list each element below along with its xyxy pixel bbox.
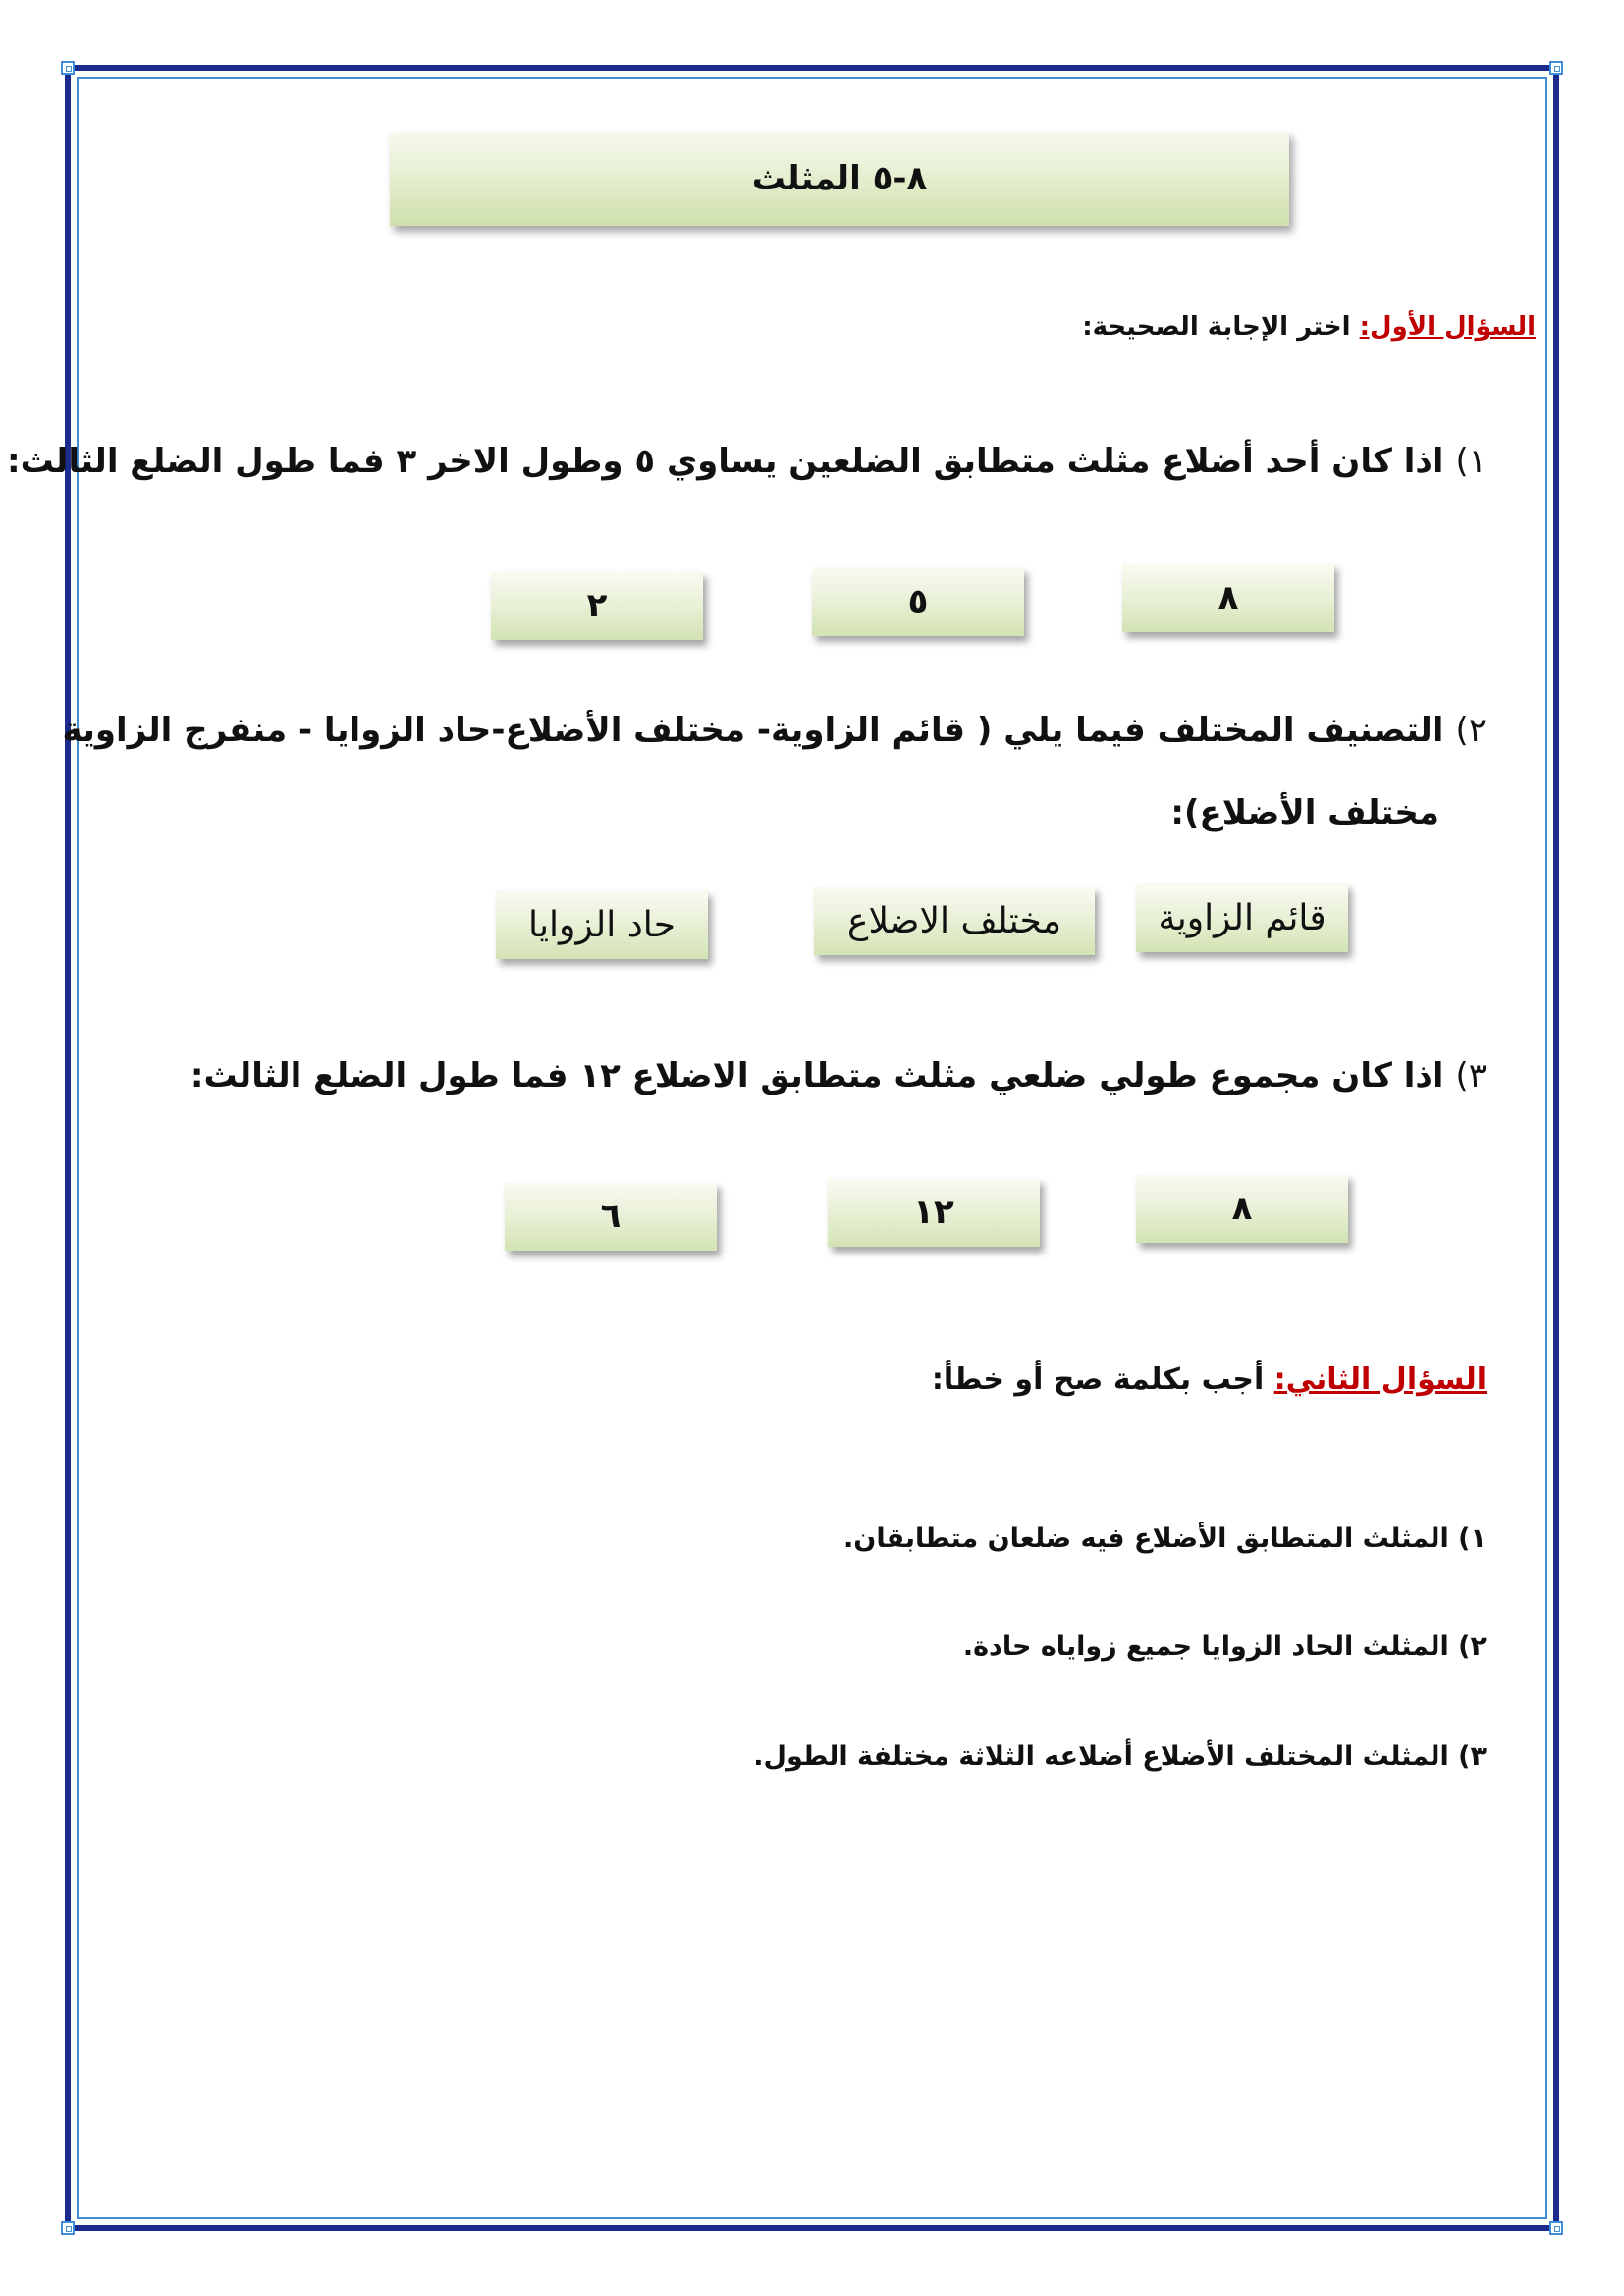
page-border-inner <box>77 77 1547 2219</box>
item-number: ٢) <box>1458 1631 1487 1662</box>
option-button[interactable]: قائم الزاوية <box>1136 883 1348 952</box>
item-text: المثلث الحاد الزوايا جميع زواياه حادة. <box>962 1631 1449 1662</box>
option-button[interactable]: ٨ <box>1122 563 1334 632</box>
question2-heading <box>932 1362 1487 1397</box>
true-false-item <box>843 1523 1487 1554</box>
page-title: ٨-٥ المثلث <box>390 132 1289 226</box>
border-corner-ornament <box>61 2221 75 2235</box>
option-button[interactable]: ٥ <box>812 567 1024 636</box>
question1-item-2-continued: مختلف الأضلاع): <box>1170 793 1439 832</box>
item-number: ٣) <box>1455 1056 1487 1095</box>
item-number: ٣) <box>1458 1741 1487 1772</box>
item-number: ١) <box>1455 442 1487 481</box>
question1-item-2 <box>63 711 1488 750</box>
option-button[interactable]: مختلف الاضلاع <box>814 886 1095 955</box>
option-button[interactable]: ٨ <box>1136 1174 1348 1243</box>
question2-instruction: أجب بكلمة صح أو خطأ: <box>931 1362 1274 1397</box>
border-corner-ornament <box>1549 2221 1563 2235</box>
option-button[interactable]: ٦ <box>505 1182 717 1251</box>
question1-label: السؤال الأول: <box>1359 312 1536 342</box>
item-text: التصنيف المختلف فيما يلي ( قائم الزاوية- مختلف الأضلاع-حاد الزوايا - منفرج الزاوية <box>62 711 1444 750</box>
item-text: المثلث المختلف الأضلاع أضلاعه الثلاثة مختلفة الطول. <box>753 1741 1449 1772</box>
question1-item-1 <box>7 442 1487 481</box>
question1-item-3 <box>190 1056 1487 1095</box>
item-number: ١) <box>1458 1523 1487 1554</box>
question2-label: السؤال الثاني: <box>1273 1362 1487 1397</box>
option-button[interactable]: ١٢ <box>828 1178 1040 1247</box>
item-text: اذا كان أحد أضلاع مثلث متطابق الضلعين يساوي ٥ وطول الاخر ٣ فما طول الضلع الثالث: <box>7 442 1444 481</box>
item-text: المثلث المتطابق الأضلاع فيه ضلعان متطابقان. <box>843 1523 1449 1554</box>
true-false-item <box>963 1631 1487 1662</box>
item-number: ٢) <box>1455 711 1487 750</box>
question1-instruction: اختر الإجابة الصحيحة: <box>1082 312 1360 342</box>
true-false-item <box>753 1741 1487 1772</box>
question1-heading <box>1082 312 1536 342</box>
option-button[interactable]: ٢ <box>491 571 703 640</box>
border-corner-ornament <box>1549 61 1563 75</box>
option-button[interactable]: حاد الزوايا <box>496 890 708 959</box>
item-text: اذا كان مجموع طولي ضلعي مثلث متطابق الاضلاع ١٢ فما طول الضلع الثالث: <box>189 1056 1444 1095</box>
border-corner-ornament <box>61 61 75 75</box>
